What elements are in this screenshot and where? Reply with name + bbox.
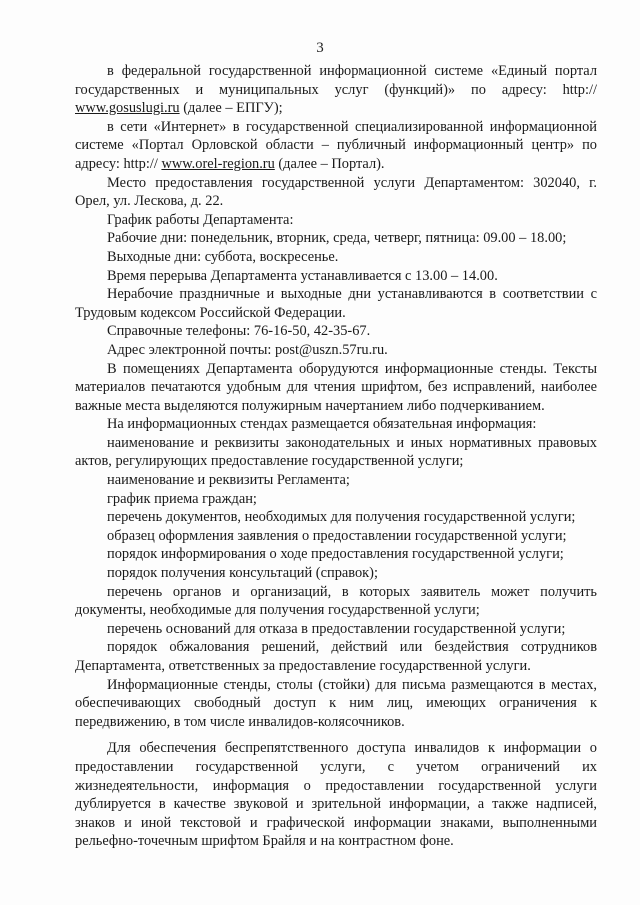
paragraph-text: Место предоставления государственной услуги Департаментом: 302040, г. Орел, ул. Лескова, д. 22.: [75, 174, 597, 210]
paragraph-text: (далее – ЕПГУ);: [179, 100, 283, 117]
paragraph-text: график приема граждан;: [107, 490, 257, 507]
paragraph: [75, 248, 597, 267]
url-link[interactable]: www.orel-region.ru: [161, 155, 275, 172]
paragraph-text: перечень органов и организаций, в которых заявитель может получить документы, необходимые для получения государственной услуги;: [75, 583, 597, 619]
paragraph: [75, 415, 597, 434]
paragraph: [75, 211, 597, 230]
paragraph-text: порядок информирования о ходе предоставления государственной услуги;: [107, 546, 564, 563]
paragraph: [75, 676, 597, 732]
paragraph: [75, 62, 597, 118]
paragraph-text: перечень оснований для отказа в предоставлении государственной услуги;: [107, 620, 566, 637]
paragraph: [75, 490, 597, 509]
paragraph-text: образец оформления заявления о предоставлении государственной услуги;: [107, 527, 567, 544]
paragraph-text: (далее – Портал).: [274, 155, 385, 172]
paragraph: [75, 508, 597, 527]
paragraph-text: Справочные телефоны: 76-16-50, 42-35-67.: [107, 323, 371, 340]
paragraph-text: порядок получения консультаций (справок);: [107, 565, 378, 582]
document-body: [75, 62, 597, 851]
paragraph: [75, 118, 597, 174]
paragraph: [75, 434, 597, 471]
paragraph: [75, 360, 597, 416]
url-link[interactable]: www.gosuslugi.ru: [75, 100, 180, 117]
paragraph: [75, 471, 597, 490]
paragraph-text: Рабочие дни: понедельник, вторник, среда, четверг, пятница: 09.00 – 18.00;: [107, 230, 567, 247]
paragraph: [75, 638, 597, 675]
paragraph-text: перечень документов, необходимых для получения государственной услуги;: [107, 509, 576, 526]
paragraph-text: Адрес электронной почты: post@uszn.57ru.ru.: [107, 341, 388, 358]
paragraph: [75, 564, 597, 583]
paragraph: [75, 583, 597, 620]
paragraph-text: Выходные дни: суббота, воскресенье.: [107, 248, 339, 265]
paragraph: [75, 527, 597, 546]
paragraph-text: График работы Департамента:: [107, 211, 294, 228]
paragraph-text: Нерабочие праздничные и выходные дни устанавливаются в соответствии с Трудовым кодексом Российской Федерации.: [75, 286, 597, 321]
paragraph-text: Информационные стенды, столы (стойки) для письма размещаются в местах, обеспечивающих свободный доступ к ним лиц, имеющих ограничения к передвижению, в том числе инвалидов-колясочников.: [75, 676, 597, 730]
paragraph-text: в федеральной государственной информационной системе «Единый портал государственных и муниципальных услуг (функций)» по адресу: http://: [75, 63, 597, 98]
paragraph-text: в сети «Интернет» в государственной специализированной информационной системе «Портал Орловской области – публичный информационный центр» по адресу: http://: [75, 118, 597, 172]
paragraph-text: Для обеспечения беспрепятственного доступа инвалидов к информации о предоставлении государственной услуги, с учетом ограничений их жизнедеятельности, информация о предоставлении государственной услуги дублируется в качестве звуковой и зрительной информации, а также надписей, знаков и иной текстовой и графической информации знаками, выполненными рельефно-точечным шрифтом Брайля и на контрастном фоне.: [75, 740, 597, 850]
paragraph: [75, 229, 597, 248]
paragraph: [75, 545, 597, 564]
paragraph-text: В помещениях Департамента оборудуются информационные стенды. Тексты материалов печатаются удобным для чтения шрифтом, без исправлений, наиболее важные места выделяются полужирным начертанием либо подчеркиванием.: [75, 360, 597, 414]
paragraph: [75, 739, 597, 851]
page-number: 3: [316, 40, 324, 56]
paragraph-text: Время перерыва Департамента устанавливается с 13.00 – 14.00.: [107, 267, 498, 284]
paragraph: [75, 285, 597, 322]
paragraph-text: порядок обжалования решений, действий или бездействия сотрудников Департамента, ответственных за предоставление государственной услуги.: [75, 639, 597, 674]
paragraph-text: наименование и реквизиты законодательных и иных нормативных правовых актов, регулирующих предоставление государственной услуги;: [75, 434, 597, 470]
paragraph: [75, 341, 597, 360]
paragraph: [75, 267, 597, 286]
paragraph: [75, 174, 597, 211]
paragraph: [75, 620, 597, 639]
paragraph: [75, 322, 597, 341]
paragraph-text: На информационных стендах размещается обязательная информация:: [107, 416, 537, 433]
paragraph-text: наименование и реквизиты Регламента;: [107, 472, 350, 489]
